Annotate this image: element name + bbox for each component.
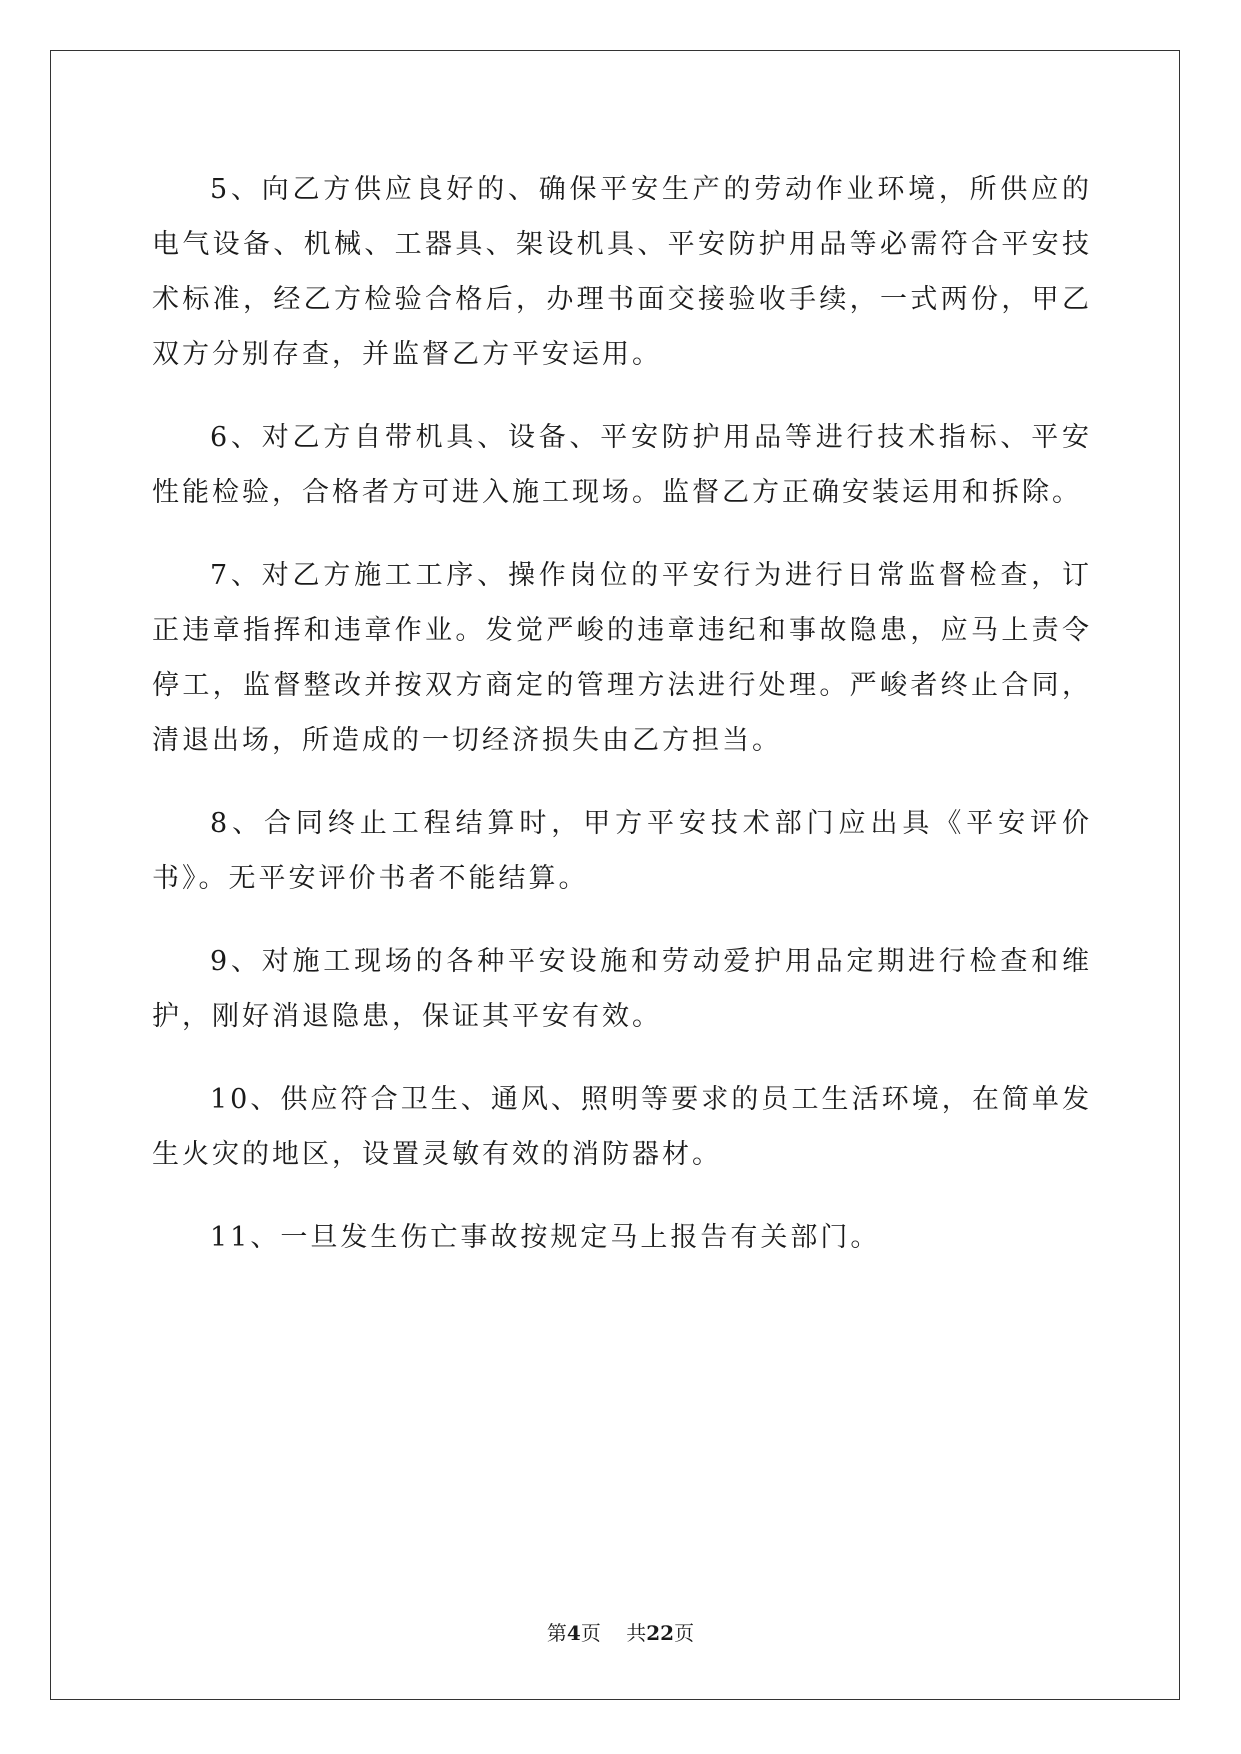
document-body bbox=[152, 162, 1092, 1293]
paragraph-11: 11、一旦发生伤亡事故按规定马上报告有关部门。 bbox=[210, 1222, 881, 1253]
paragraph-7: 7、对乙方施工工序、操作岗位的平安行为进行日常监督检查，订正违章指挥和违章作业。发觉严峻的违章违纪和事故隐患，应马上责令停工，监督整改并按双方商定的管理方法进行处理。严峻者终止合同，清退出场，所造成的一切经济损失由乙方担当。 bbox=[152, 560, 1092, 756]
footer-total-pages: 22 bbox=[646, 1621, 675, 1645]
paragraph-9: 9、对施工现场的各种平安设施和劳动爱护用品定期进行检查和维护，刚好消退隐患，保证其平安有效。 bbox=[152, 946, 1092, 1032]
footer-total-prefix: 共 bbox=[626, 1621, 647, 1645]
page-footer bbox=[0, 1617, 1241, 1646]
paragraph-6: 6、对乙方自带机具、设备、平安防护用品等进行技术指标、平安性能检验，合格者方可进入施工现场。监督乙方正确安装运用和拆除。 bbox=[152, 422, 1092, 508]
footer-page-prefix: 第 bbox=[546, 1621, 567, 1645]
paragraph-5: 5、向乙方供应良好的、确保平安生产的劳动作业环境，所供应的电气设备、机械、工器具、架设机具、平安防护用品等必需符合平安技术标准，经乙方检验合格后，办理书面交接验收手续，一式两份，甲乙双方分别存查，并监督乙方平安运用。 bbox=[152, 174, 1092, 370]
paragraph-10: 10、供应符合卫生、通风、照明等要求的员工生活环境，在简单发生火灾的地区，设置灵敏有效的消防器材。 bbox=[152, 1084, 1092, 1170]
paragraph-8: 8、合同终止工程结算时，甲方平安技术部门应出具《平安评价书》。无平安评价书者不能结算。 bbox=[152, 808, 1092, 894]
footer-total-suffix: 页 bbox=[674, 1621, 695, 1645]
footer-page-suffix: 页 bbox=[580, 1621, 601, 1645]
footer-page-number: 4 bbox=[566, 1621, 581, 1645]
